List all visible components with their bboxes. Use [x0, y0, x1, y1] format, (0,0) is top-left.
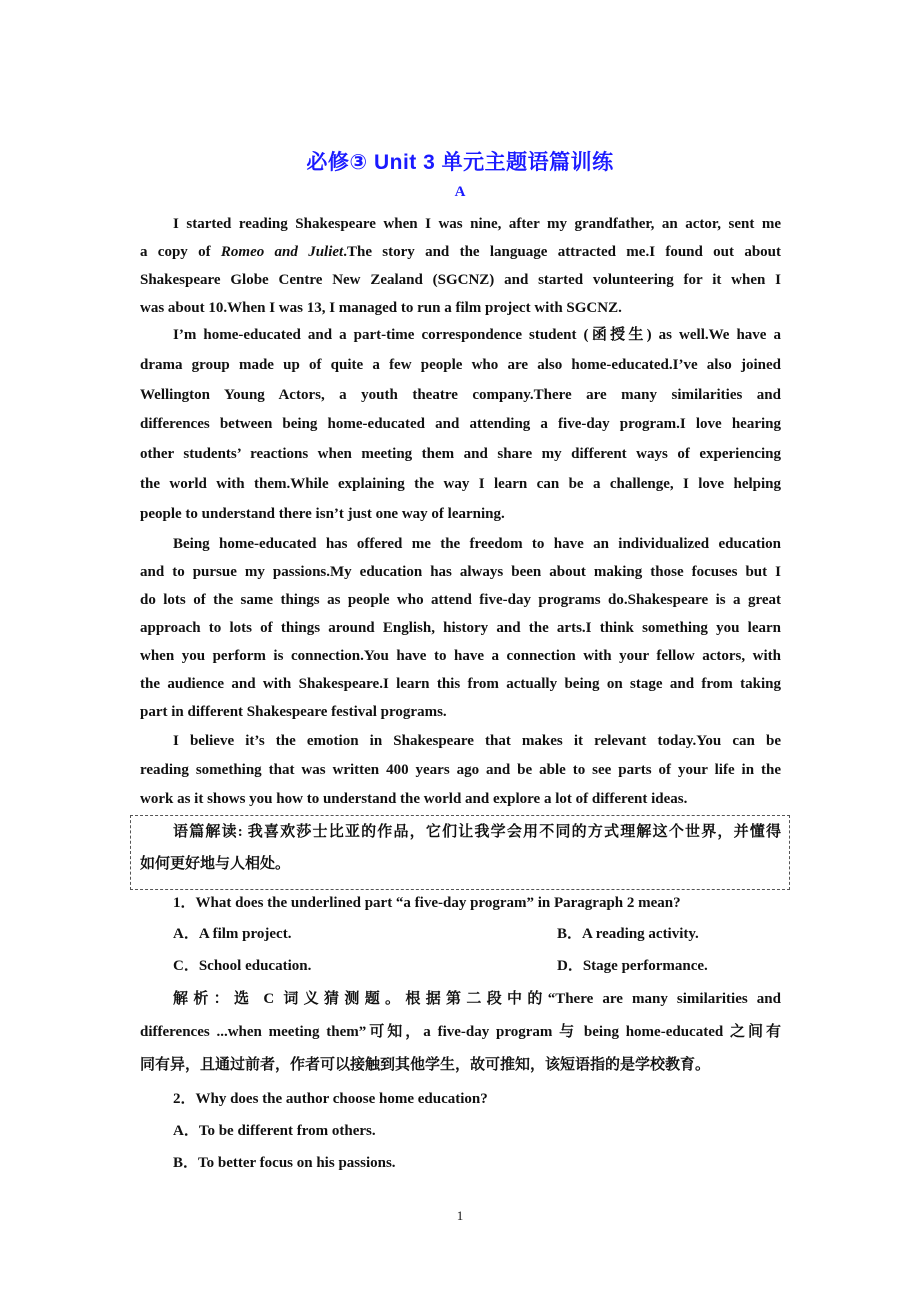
text-segment: reading something that was written 400 years ago and be able to see parts of your life in the — [140, 762, 781, 778]
reading-note — [140, 816, 781, 880]
text-segment: a copy of — [140, 244, 221, 260]
text-segment: people to understand there isn’t just one way of learning. — [140, 505, 505, 522]
text-segment: when you perform is connection.You have to have a connection with your fellow actors, with — [140, 648, 781, 664]
text-line — [140, 351, 781, 381]
text-line — [140, 500, 781, 530]
text-segment: Wellington Young Actors, a youth theatre company.There are many similarities and — [140, 386, 781, 403]
text-line — [140, 983, 781, 1016]
text-line — [140, 530, 781, 558]
question-1 — [140, 888, 781, 918]
text-line — [140, 321, 781, 351]
text-segment: differences between being home-educated and attending a five-day program.I love hearing — [140, 416, 781, 433]
text-segment: part in different Shakespeare festival programs. — [140, 704, 447, 720]
text-line — [140, 470, 781, 500]
text-segment: approach to lots of things around English, history and the arts.I think something you learn — [140, 620, 781, 636]
text-segment: Shakespeare Globe Centre New Zealand (SGCNZ) and started volunteering for it when I — [140, 272, 781, 288]
text-line — [140, 238, 781, 266]
text-line — [140, 210, 781, 238]
text-line — [140, 440, 781, 470]
text-segment: the audience and with Shakespeare.I learn this from actually being on stage and from taking — [140, 676, 781, 692]
text-line — [140, 266, 781, 294]
text-line — [140, 816, 781, 848]
book-title: Romeo and Juliet — [220, 244, 344, 260]
text-segment: other students’ reactions when meeting them and share my different ways of experiencing — [140, 446, 781, 463]
text-line — [140, 614, 781, 642]
text-line — [140, 848, 781, 880]
text-segment: I started reading Shakespeare when I was nine, after my grandfather, an actor, sent me — [173, 216, 781, 232]
text-segment: Being home-educated has offered me the freedom to have an individualized education — [173, 536, 781, 552]
text-segment: 解析：选 C 词义猜测题。根据第二段中的“There are many similarities and — [173, 991, 781, 1007]
text-segment: I believe it’s the emotion in Shakespeare that makes it relevant today.You can be — [173, 733, 781, 749]
page-title: 必修③ Unit 3 单元主题语篇训练 — [306, 151, 614, 174]
text-segment: .The story and the language attracted me.I found out about — [343, 244, 781, 260]
q2-option-b: B．To better focus on his passions. — [173, 1155, 396, 1171]
text-line — [140, 381, 781, 411]
text-segment: drama group made up of quite a few people who are also home-educated.I’ve also joined — [140, 356, 781, 373]
q1-analysis — [140, 983, 781, 1082]
question-1-stem: 1．What does the underlined part “a five-day program” in Paragraph 2 mean? — [173, 895, 681, 911]
text-segment: I’m home-educated and a part-time correspondence student (函授生) as well.We have a — [173, 327, 781, 343]
text-segment: was about 10.When I was 13, I managed to run a film project with SGCNZ. — [140, 300, 622, 316]
text-line — [140, 756, 781, 785]
text-segment: differences ...when meeting them”可知，a five-day program 与 being home-educated 之间有 — [140, 1024, 781, 1040]
section-label: A — [454, 184, 466, 200]
text-line — [140, 785, 781, 814]
page-number: 1 — [456, 1208, 464, 1223]
text-line — [140, 698, 781, 726]
text-segment: do lots of the same things as people who attend five-day programs do.Shakespeare is a great — [140, 592, 781, 608]
question-2-stem: 2．Why does the author choose home education? — [173, 1091, 488, 1107]
text-line — [140, 1049, 781, 1082]
text-segment: and to pursue my passions.My education has always been about making those focuses but I — [140, 564, 781, 580]
text-segment: 同有异，且通过前者，作者可以接触到其他学生，故可推知，该短语指的是学校教育。 — [140, 1057, 711, 1073]
text-line — [140, 1016, 781, 1049]
q1-option-a: A．A film project. — [173, 926, 292, 942]
paragraph-4 — [140, 727, 781, 814]
text-segment: the world with them.While explaining the way I learn can be a challenge, I love helping — [140, 475, 781, 492]
text-line — [140, 586, 781, 614]
text-segment: work as it shows you how to understand the world and explore a lot of different ideas. — [140, 791, 688, 807]
text-line — [140, 727, 781, 756]
q1-option-d: D．Stage performance. — [557, 958, 708, 974]
text-segment: 如何更好地与人相处。 — [140, 856, 291, 872]
text-line — [140, 670, 781, 698]
text-line — [140, 410, 781, 440]
q1-option-c: C．School education. — [173, 958, 312, 974]
text-segment: 语篇解读: 我喜欢莎士比亚的作品，它们让我学会用不同的方式理解这个世界，并懂得 — [173, 824, 781, 840]
text-line — [140, 558, 781, 586]
paragraph-2 — [140, 321, 781, 530]
text-line — [140, 642, 781, 670]
text-line — [140, 294, 781, 322]
paragraph-3 — [140, 530, 781, 726]
q1-option-b: B．A reading activity. — [557, 926, 699, 942]
paragraph-1 — [140, 210, 781, 322]
q2-option-a: A．To be different from others. — [173, 1123, 376, 1139]
